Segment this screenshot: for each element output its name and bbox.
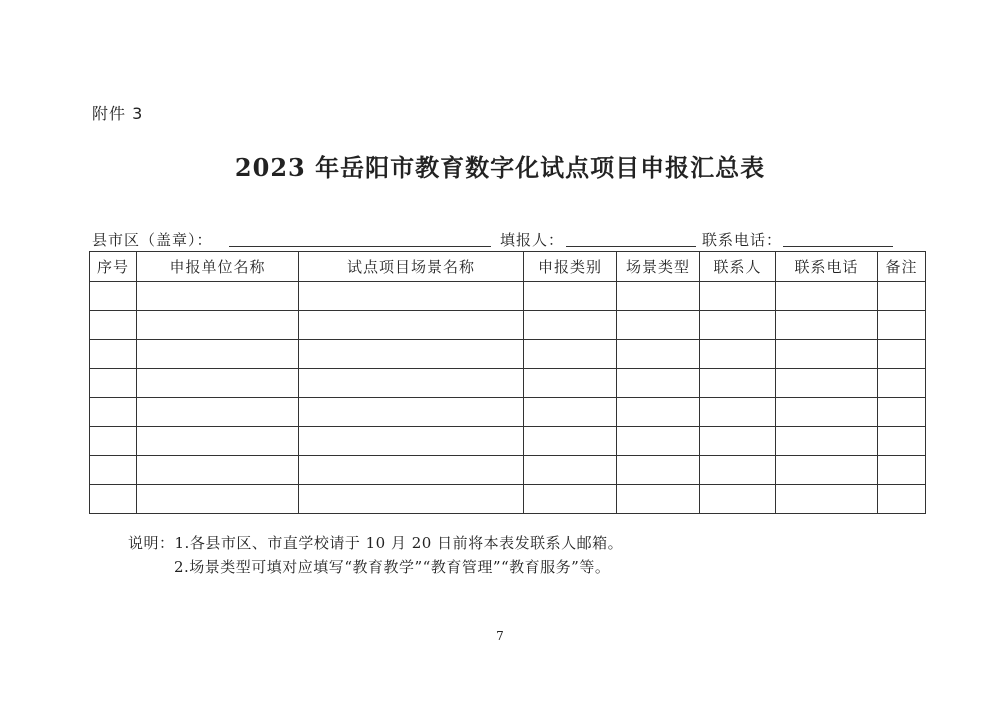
table-cell[interactable]: [700, 485, 776, 514]
table-row: [90, 398, 926, 427]
table-row: [90, 456, 926, 485]
table-header-row: [90, 252, 926, 282]
table-cell[interactable]: [776, 485, 878, 514]
county-blank[interactable]: [229, 246, 491, 247]
table-cell[interactable]: [617, 427, 700, 456]
table-cell[interactable]: [90, 398, 137, 427]
table-cell[interactable]: [137, 340, 299, 369]
table-cell[interactable]: [299, 427, 524, 456]
table-cell[interactable]: [700, 340, 776, 369]
table-cell[interactable]: [524, 427, 617, 456]
table-cell[interactable]: [776, 311, 878, 340]
table-cell[interactable]: [137, 398, 299, 427]
table-cell[interactable]: [299, 340, 524, 369]
header-fields: [92, 229, 902, 249]
table-cell[interactable]: [878, 427, 926, 456]
table-cell[interactable]: [299, 456, 524, 485]
table-cell[interactable]: [776, 456, 878, 485]
table-cell[interactable]: [299, 485, 524, 514]
col-header-contact: 联系人: [700, 252, 776, 282]
phone-blank[interactable]: [783, 246, 893, 247]
county-label: 县市区（盖章）：: [92, 231, 213, 249]
col-header-phone: 联系电话: [776, 252, 878, 282]
table-row: [90, 369, 926, 398]
phone-label: 联系电话：: [702, 231, 783, 249]
table-cell[interactable]: [524, 456, 617, 485]
table-cell[interactable]: [617, 456, 700, 485]
table-cell[interactable]: [700, 282, 776, 311]
table-cell[interactable]: [617, 485, 700, 514]
table-cell[interactable]: [524, 282, 617, 311]
table-cell[interactable]: [90, 311, 137, 340]
table-cell[interactable]: [524, 485, 617, 514]
table-cell[interactable]: [299, 311, 524, 340]
col-header-index: 序号: [90, 252, 137, 282]
notes: [128, 531, 623, 579]
page-title: 2023 年岳阳市教育数字化试点项目申报汇总表: [234, 153, 766, 182]
table-cell[interactable]: [617, 369, 700, 398]
note-item: 1.各县市区、市直学校请于 10 月 20 日前将本表发联系人邮箱。: [174, 534, 624, 552]
table-cell[interactable]: [700, 456, 776, 485]
col-header-unit: 申报单位名称: [137, 252, 299, 282]
table-cell[interactable]: [299, 398, 524, 427]
table-cell[interactable]: [137, 427, 299, 456]
table-cell[interactable]: [524, 340, 617, 369]
table-cell[interactable]: [90, 340, 137, 369]
table-cell[interactable]: [137, 456, 299, 485]
table-cell[interactable]: [299, 369, 524, 398]
table-row: [90, 282, 926, 311]
note-line-2: [128, 555, 623, 579]
table-cell[interactable]: [776, 369, 878, 398]
table-cell[interactable]: [90, 485, 137, 514]
table-row: [90, 427, 926, 456]
col-header-category: 申报类别: [524, 252, 617, 282]
page-number: 7: [496, 629, 504, 643]
table-cell[interactable]: [90, 369, 137, 398]
table-cell[interactable]: [137, 485, 299, 514]
reporter-blank[interactable]: [566, 246, 696, 247]
table-row: [90, 340, 926, 369]
table-row: [90, 485, 926, 514]
summary-table: [89, 251, 926, 514]
table-cell[interactable]: [878, 340, 926, 369]
table-cell[interactable]: [776, 427, 878, 456]
col-header-project: 试点项目场景名称: [299, 252, 524, 282]
table-cell[interactable]: [524, 311, 617, 340]
table-row: [90, 311, 926, 340]
note-item: 2.场景类型可填对应填写“教育教学”“教育管理”“教育服务”等。: [174, 558, 611, 576]
table-cell[interactable]: [299, 282, 524, 311]
table-cell[interactable]: [617, 340, 700, 369]
table-cell[interactable]: [700, 398, 776, 427]
table-cell[interactable]: [617, 311, 700, 340]
table-cell[interactable]: [878, 398, 926, 427]
table-cell[interactable]: [878, 485, 926, 514]
col-header-remarks: 备注: [878, 252, 926, 282]
table-cell[interactable]: [617, 282, 700, 311]
col-header-scene-type: 场景类型: [617, 252, 700, 282]
table-cell[interactable]: [700, 427, 776, 456]
table-cell[interactable]: [137, 311, 299, 340]
table-cell[interactable]: [776, 282, 878, 311]
table-cell[interactable]: [137, 282, 299, 311]
attachment-label: 附件 3: [92, 104, 144, 123]
table-cell[interactable]: [776, 398, 878, 427]
table-cell[interactable]: [137, 369, 299, 398]
table-cell[interactable]: [700, 311, 776, 340]
table-cell[interactable]: [878, 311, 926, 340]
table-cell[interactable]: [90, 282, 137, 311]
note-line-1: [128, 531, 623, 555]
table-cell[interactable]: [700, 369, 776, 398]
table-cell[interactable]: [617, 398, 700, 427]
notes-prefix: 说明：: [128, 534, 175, 552]
table-cell[interactable]: [90, 456, 137, 485]
table-cell[interactable]: [878, 369, 926, 398]
table-cell[interactable]: [776, 340, 878, 369]
table-cell[interactable]: [878, 282, 926, 311]
table-cell[interactable]: [524, 398, 617, 427]
table-cell[interactable]: [524, 369, 617, 398]
reporter-label: 填报人：: [500, 231, 565, 249]
table-cell[interactable]: [90, 427, 137, 456]
table-cell[interactable]: [878, 456, 926, 485]
